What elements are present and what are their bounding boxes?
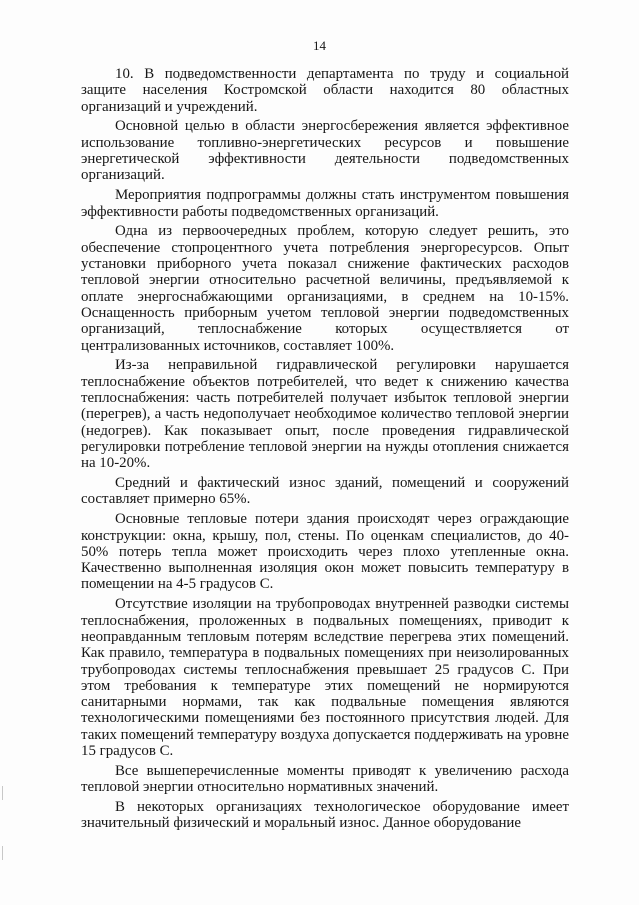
paragraph-departments-count: 10. В подведомственности департамента по труду и социальной защите населения Костромской области находится 80 областных организаций и учреждений. <box>81 66 569 115</box>
scan-margin-mark <box>2 786 3 800</box>
paragraph-metering: Одна из первоочередных проблем, которую следует решить, это обеспечение стопроцентного учета потребления энергоресурсов. Опыт установки приборного учета показал снижение фактических расходов тепловой энергии относительно расчетной величины, предъявляемой к оплате энергоснабжающими организациями, в среднем на 10-15%. Оснащенность приборным учетом тепловой энергии подведомственных организаций, теплоснабжение которых осуществляется от централизованных источников, составляет 100%. <box>81 223 569 354</box>
paragraph-pipe-insulation: Отсутствие изоляции на трубопроводах внутренней разводки системы теплоснабжения, проложенных в подвальных помещениях, приводит к неоправданным тепловым потерям вследствие перегрева этих помещений. Как правило, температура в подвальных помещениях при неизолированных трубопроводах системы теплоснабжения превышает 25 градусов С. При этом требования к температуре этих помещений не нормируются санитарными нормами, так как подвальные помещения являются технологическими помещениями без постоянного присутствия людей. Для таких помещений температуру воздуха допускается поддерживать на уровне 15 градусов С. <box>81 596 570 760</box>
page-number: 14 <box>313 38 326 53</box>
scan-margin-mark <box>2 846 3 860</box>
paragraph-building-wear: Средний и фактический износ зданий, помещений и сооружений составляет примерно 65%. <box>81 475 569 508</box>
paragraph-equipment-wear: В некоторых организациях технологическое оборудование имеет значительный физический и моральный износ. Данное оборудование <box>81 799 569 832</box>
paragraph-consumption-increase: Все вышеперечисленные моменты приводят к увеличению расхода тепловой энергии относительно нормативных значений. <box>81 762 569 796</box>
paragraph-hydraulic-regulation: Из-за неправильной гидравлической регулировки нарушается теплоснабжение объектов потребителей, что ведет к снижению качества теплоснабжения: часть потребителей получает избыток тепловой энергии (перегрев), а часть недополучает необходимое количество тепловой энергии (недогрев). Как показывает опыт, после проведения гидравлической регулировки потребление тепловой энергии на нужды отопления снижается на 10-20%. <box>81 357 569 472</box>
paragraph-main-goal: Основной целью в области энергосбережения является эффективное использование топливно-энергетических ресурсов и повышение энергетической эффективности деятельности подведомственных организаций. <box>81 118 569 184</box>
paragraph-heat-losses: Основные тепловые потери здания происходят через ограждающие конструкции: окна, крышу, пол, стены. По оценкам специалистов, до 40-50% потерь тепла может происходить через плохо утепленные окна. Качественно выполненная изоляция окон может повысить температуру в помещении на 4-5 градусов С. <box>81 511 569 593</box>
document-body <box>81 66 569 832</box>
paragraph-subprogram-measures: Мероприятия подпрограммы должны стать инструментом повышения эффективности работы подведомственных организаций. <box>81 187 569 220</box>
